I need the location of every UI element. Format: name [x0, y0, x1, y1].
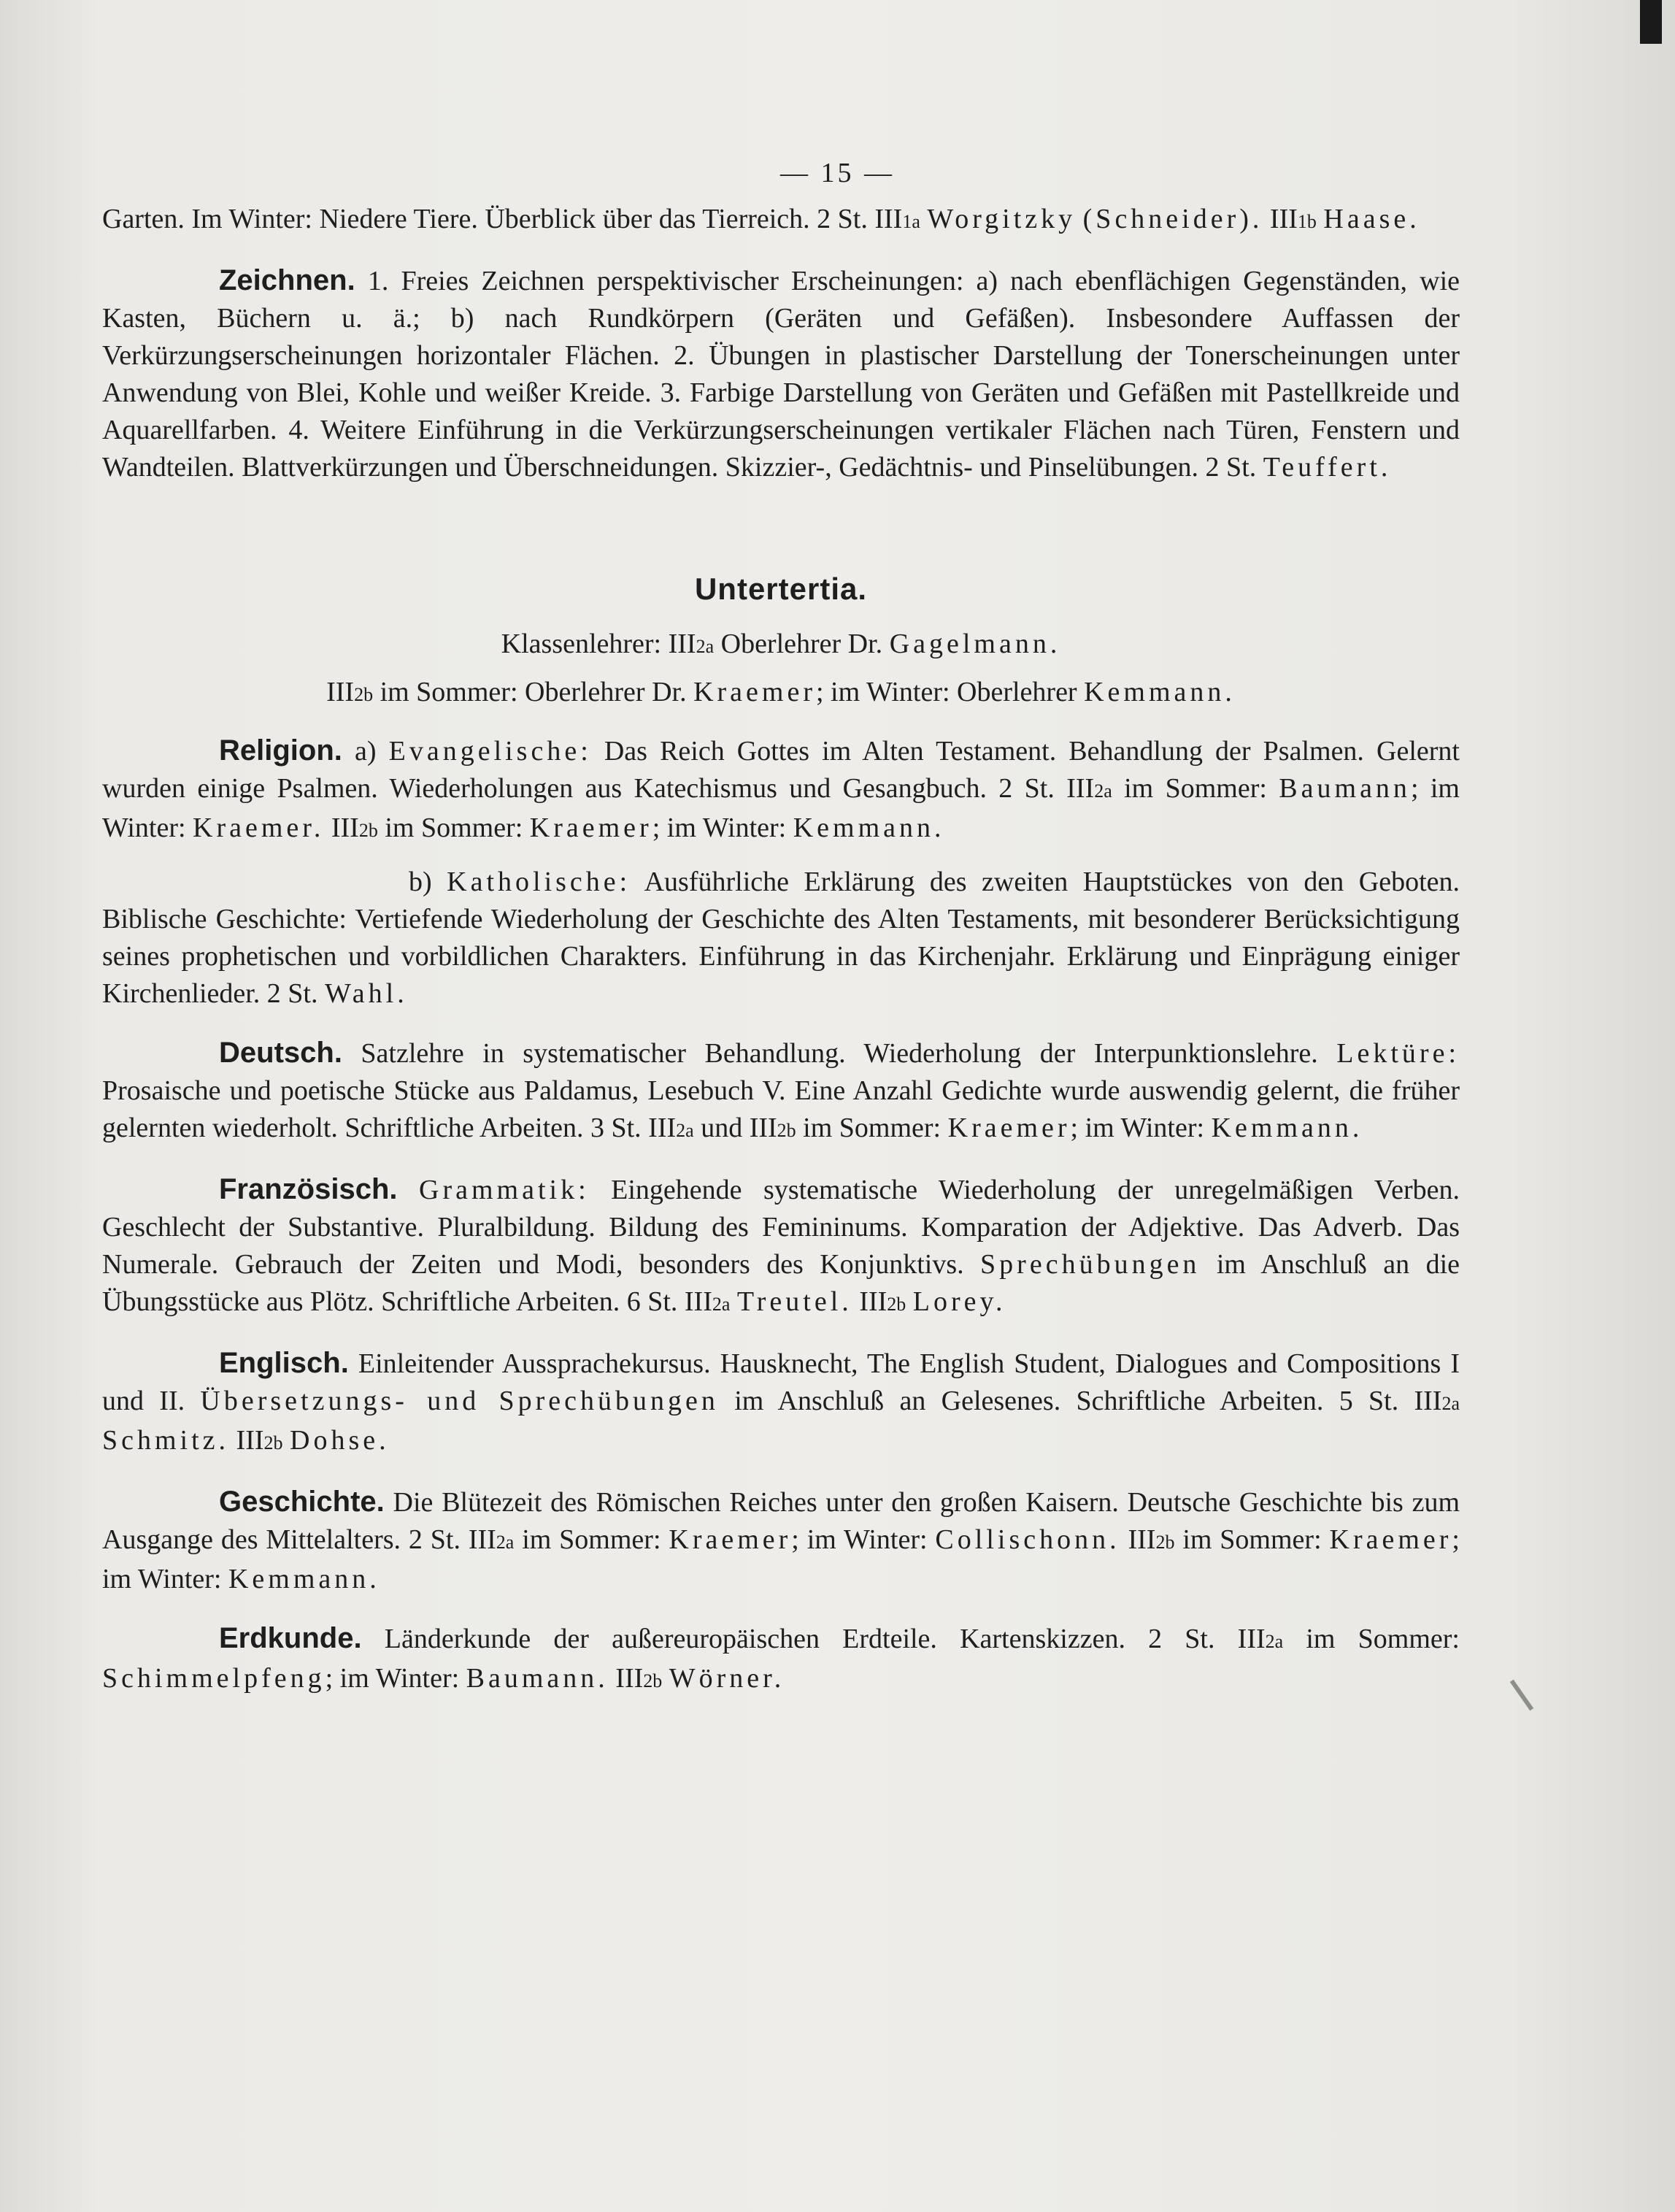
- paragraph-englisch: Englisch. Einleitender Aussprachekursus. Hausknecht, The English Student, Dialogues and Compositions I und II. Übersetzungs- und Sprechübungen im Anschluß an Gelesenes. Schriftliche Arbeiten. 5 St. III2a Schmitz. III2b Dohse.: [102, 1347, 1460, 1456]
- paragraph-franzoesisch: Französisch. Grammatik: Eingehende systematische Wiederholung der unregelmäßigen Verben. Geschlecht der Substantive. Pluralbildung. Bildung des Femininums. Komparation der Adjektive. Das Adverb. Das Numerale. Gebrauch der Zeiten und Modi, besonders des Konjunktivs. Sprechübungen im Anschluß an die Übungsstücke aus Plötz. Schriftliche Arbeiten. 6 St. III2a Treutel. III2b Lorey.: [102, 1173, 1460, 1317]
- paragraph-deutsch: Deutsch. Satzlehre in systematischer Behandlung. Wiederholung der Interpunktionslehre. Lektüre: Prosaische und poetische Stücke aus Paldamus, Lesebuch V. Eine Anzahl Gedichte wurde auswendig gelernt, die früher gelernten wiederholt. Schriftliche Arbeiten. 3 St. III2a und III2b im Sommer: Kraemer; im Winter: Kemmann.: [102, 1037, 1460, 1143]
- klassenlehrer-line: Klassenlehrer: III2a Oberlehrer Dr. Gagelmann.: [501, 629, 1061, 659]
- page-content: [102, 201, 1460, 1721]
- paragraph-zeichnen: Zeichnen. 1. Freies Zeichnen perspektivischer Erscheinungen: a) nach ebenflächigen Gegenständen, wie Kasten, Büchern u. ä.; b) nach Rundkörpern (Geräten und Gefäßen). Insbesondere Auffassen der Verkürzungserscheinungen horizontaler Flächen. 2. Übungen in plastischer Darstellung der Tonerscheinungen unter Anwendung von Blei, Kohle und weißer Kreide. 3. Farbige Darstellung von Geräten und Gefäßen mit Pastellkreide und Aquarellfarben. 4. Weitere Einführung in die Verkürzungserscheinungen vertikaler Flächen nach Türen, Fenstern und Wandteilen. Blattverkürzungen und Überschneidungen. Skizzier-, Gedächtnis- und Pinselübungen. 2 St. Teuffert.: [102, 264, 1460, 483]
- heading-englisch: Englisch.: [219, 1347, 349, 1379]
- paragraph-religion-b: b) Katholische: Ausführliche Erklärung des zweiten Hauptstückes von den Geboten. Biblische Geschichte: Vertiefende Wiederholung der Geschichte des Alten Testaments, mit besonderer Berücksichtigung seines prophetischen und vorbildlichen Charakters. Einführung in das Kirchenjahr. Erklärung und Einprägung einiger Kirchenlieder. 2 St. Wahl.: [102, 867, 1460, 1009]
- heading-geschichte: Geschichte.: [219, 1486, 385, 1518]
- heading-deutsch: Deutsch.: [219, 1037, 342, 1069]
- page-number: — 15 —: [780, 158, 895, 188]
- paragraph-erdkunde: Erdkunde. Länderkunde der außereuropäischen Erdteile. Kartenskizzen. 2 St. III2a im Sommer: Schimmelpfeng; im Winter: Baumann. III2b Wörner.: [102, 1622, 1460, 1694]
- paragraph-geschichte: Geschichte. Die Blütezeit des Römischen Reiches unter den großen Kaisern. Deutsche Geschichte bis zum Ausgange des Mittelalters. 2 St. III2a im Sommer: Kraemer; im Winter: Collischonn. III2b im Sommer: Kraemer; im Winter: Kemmann.: [102, 1486, 1460, 1594]
- klassenlehrer-line-2: III2b im Sommer: Oberlehrer Dr. Kraemer; im Winter: Oberlehrer Kemmann.: [326, 677, 1236, 707]
- heading-religion: Religion.: [219, 734, 342, 767]
- scan-corner-mark: [1640, 0, 1662, 44]
- section-title: Untertertia.: [694, 572, 868, 606]
- paragraph-religion-a: Religion. a) Evangelische: Das Reich Gottes im Alten Testament. Behandlung der Psalmen. Gelernt wurden einige Psalmen. Wiederholungen aus Katechismus und Gesangbuch. 2 St. III2a im Sommer: Baumann; im Winter: Kraemer. III2b im Sommer: Kraemer; im Winter: Kemmann.: [102, 734, 1460, 843]
- heading-erdkunde: Erdkunde.: [219, 1622, 362, 1654]
- paragraph-naturkunde-end: Garten. Im Winter: Niedere Tiere. Überblick über das Tierreich. 2 St. III1a Worgitzky (Schneider). III1b Haase.: [102, 204, 1420, 234]
- scan-artifact: [1510, 1680, 1533, 1711]
- heading-zeichnen: Zeichnen.: [219, 264, 355, 296]
- heading-franzoesisch: Französisch.: [219, 1173, 398, 1205]
